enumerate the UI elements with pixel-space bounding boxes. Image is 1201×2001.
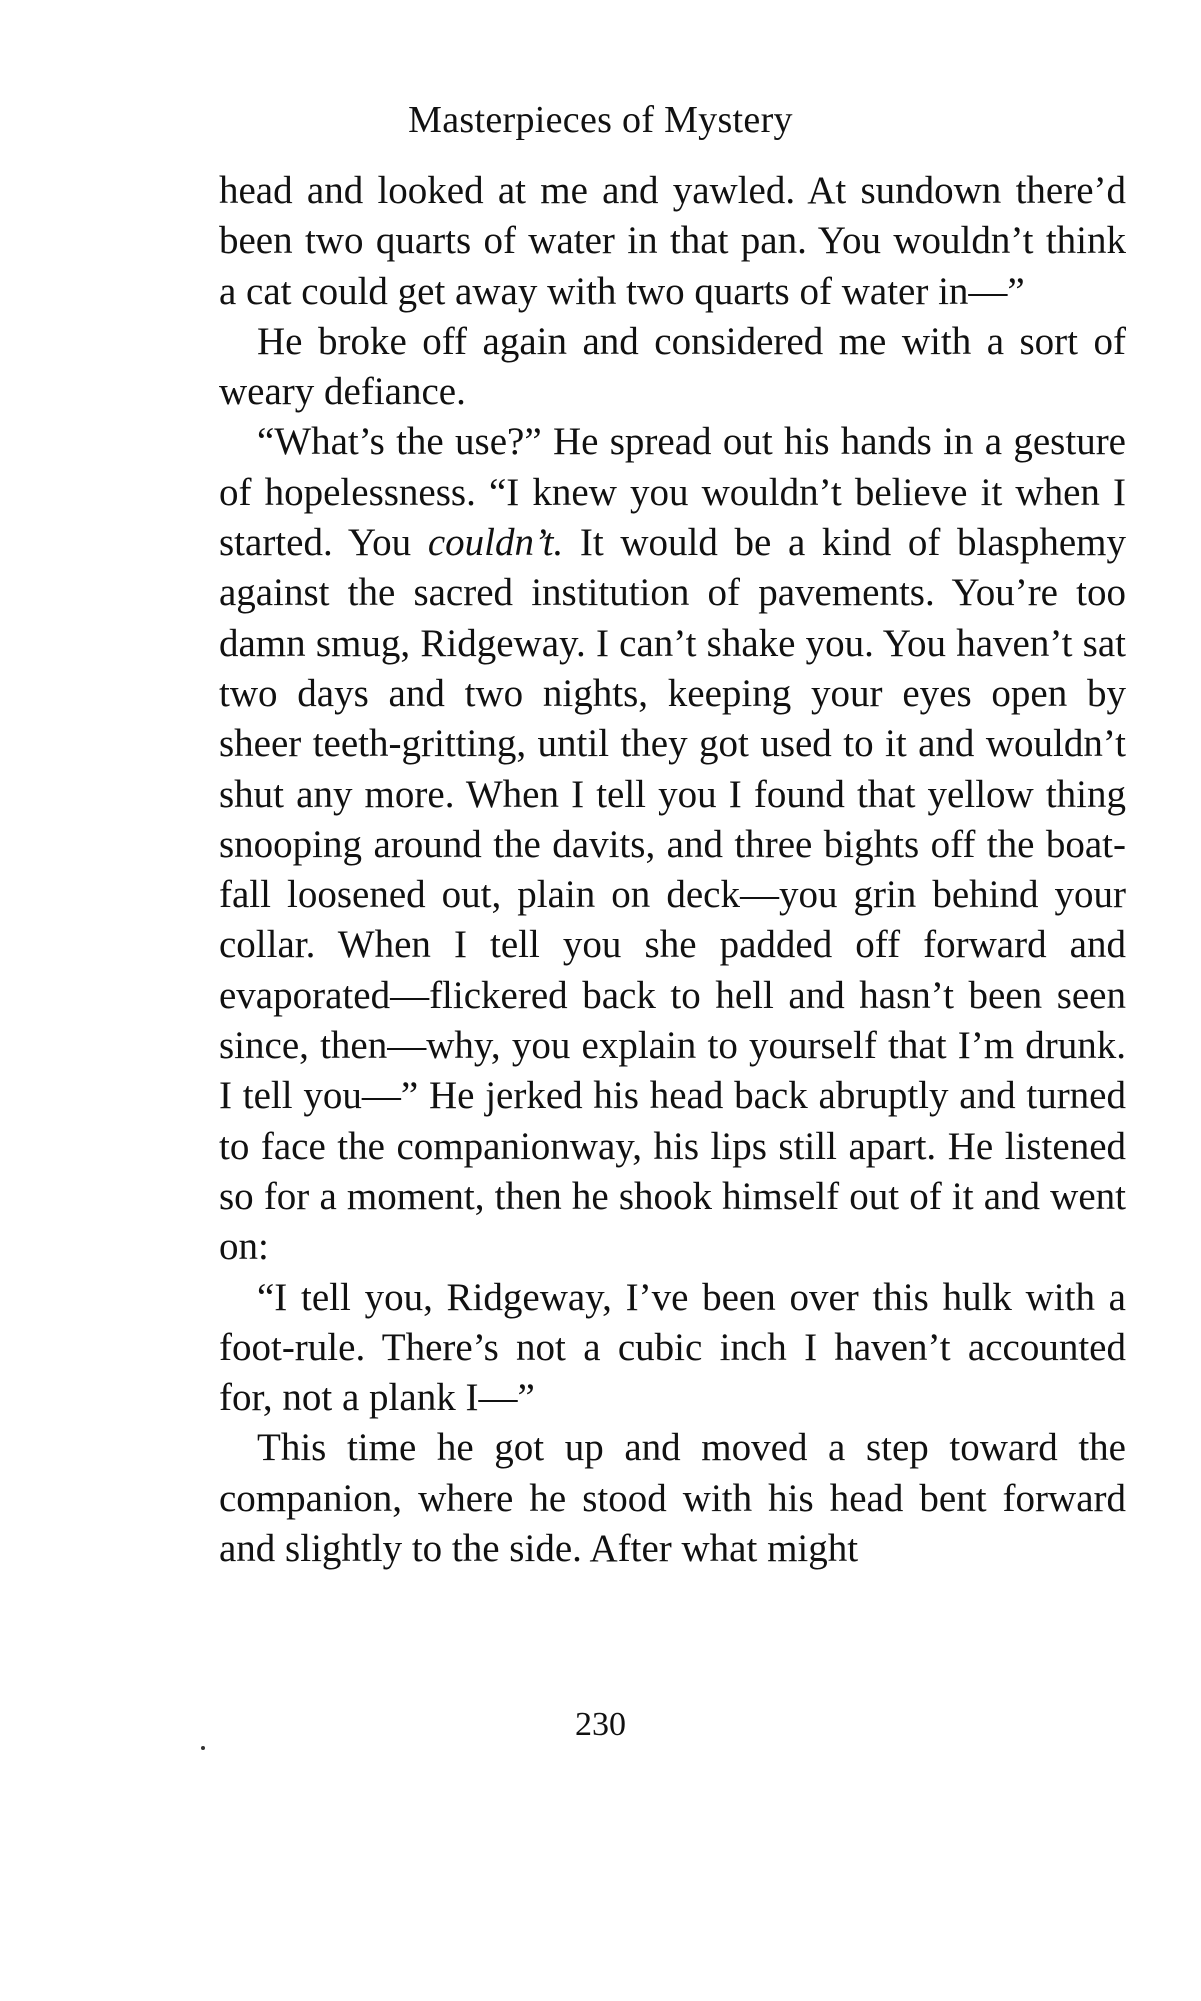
italic-emphasis: couldn’t. bbox=[427, 521, 564, 565]
page-number: 230 bbox=[575, 1706, 626, 1743]
paragraph: This time he got up and moved a step toward the companion, where he stood with his head bent forward and slightly to the side. After what might bbox=[219, 1426, 1126, 1571]
running-head: Masterpieces of Mystery bbox=[408, 99, 793, 141]
body-text bbox=[219, 166, 1126, 1574]
paragraph-text: “What’s the use?” He spread out his hands in a gesture of hopelessness. “I knew you wouldn’t believe it when I started. You bbox=[219, 420, 1126, 565]
paragraph-dialogue bbox=[219, 417, 1126, 1272]
paragraph: He broke off again and considered me with a sort of weary defiance. bbox=[219, 319, 1126, 414]
paragraph-text: It would be a kind of blasphemy against the sacred institution of pavements. You’re too damn smug, Ridgeway. I can’t shake you. You haven’t sat two days and two nights, keeping your eyes open by sheer teeth-gritting, until they got used to it and wouldn’t shut any more. When I tell you I found that yellow thing snooping around the davits, and three bights off the boat-fall loosened out, plain on deck—you grin behind your collar. When I tell you she padded off forward and evaporated—flickered back to hell and hasn’t been seen since, then—why, you explain to yourself that I’m drunk. I tell you—” He jerked his head back abruptly and turned to face the companionway, his lips still apart. He listened so for a moment, then he shook himself out of it and went on: bbox=[219, 521, 1127, 1269]
paragraph-continued: head and looked at me and yawled. At sundown there’d been two quarts of water in that pan. You wouldn’t think a cat could get away with two quarts of water in—” bbox=[219, 169, 1126, 313]
paragraph: “I tell you, Ridgeway, I’ve been over this hulk with a foot-rule. There’s not a cubic inch I haven’t accounted for, not a plank I—” bbox=[219, 1275, 1126, 1420]
ink-speck bbox=[201, 1746, 205, 1750]
